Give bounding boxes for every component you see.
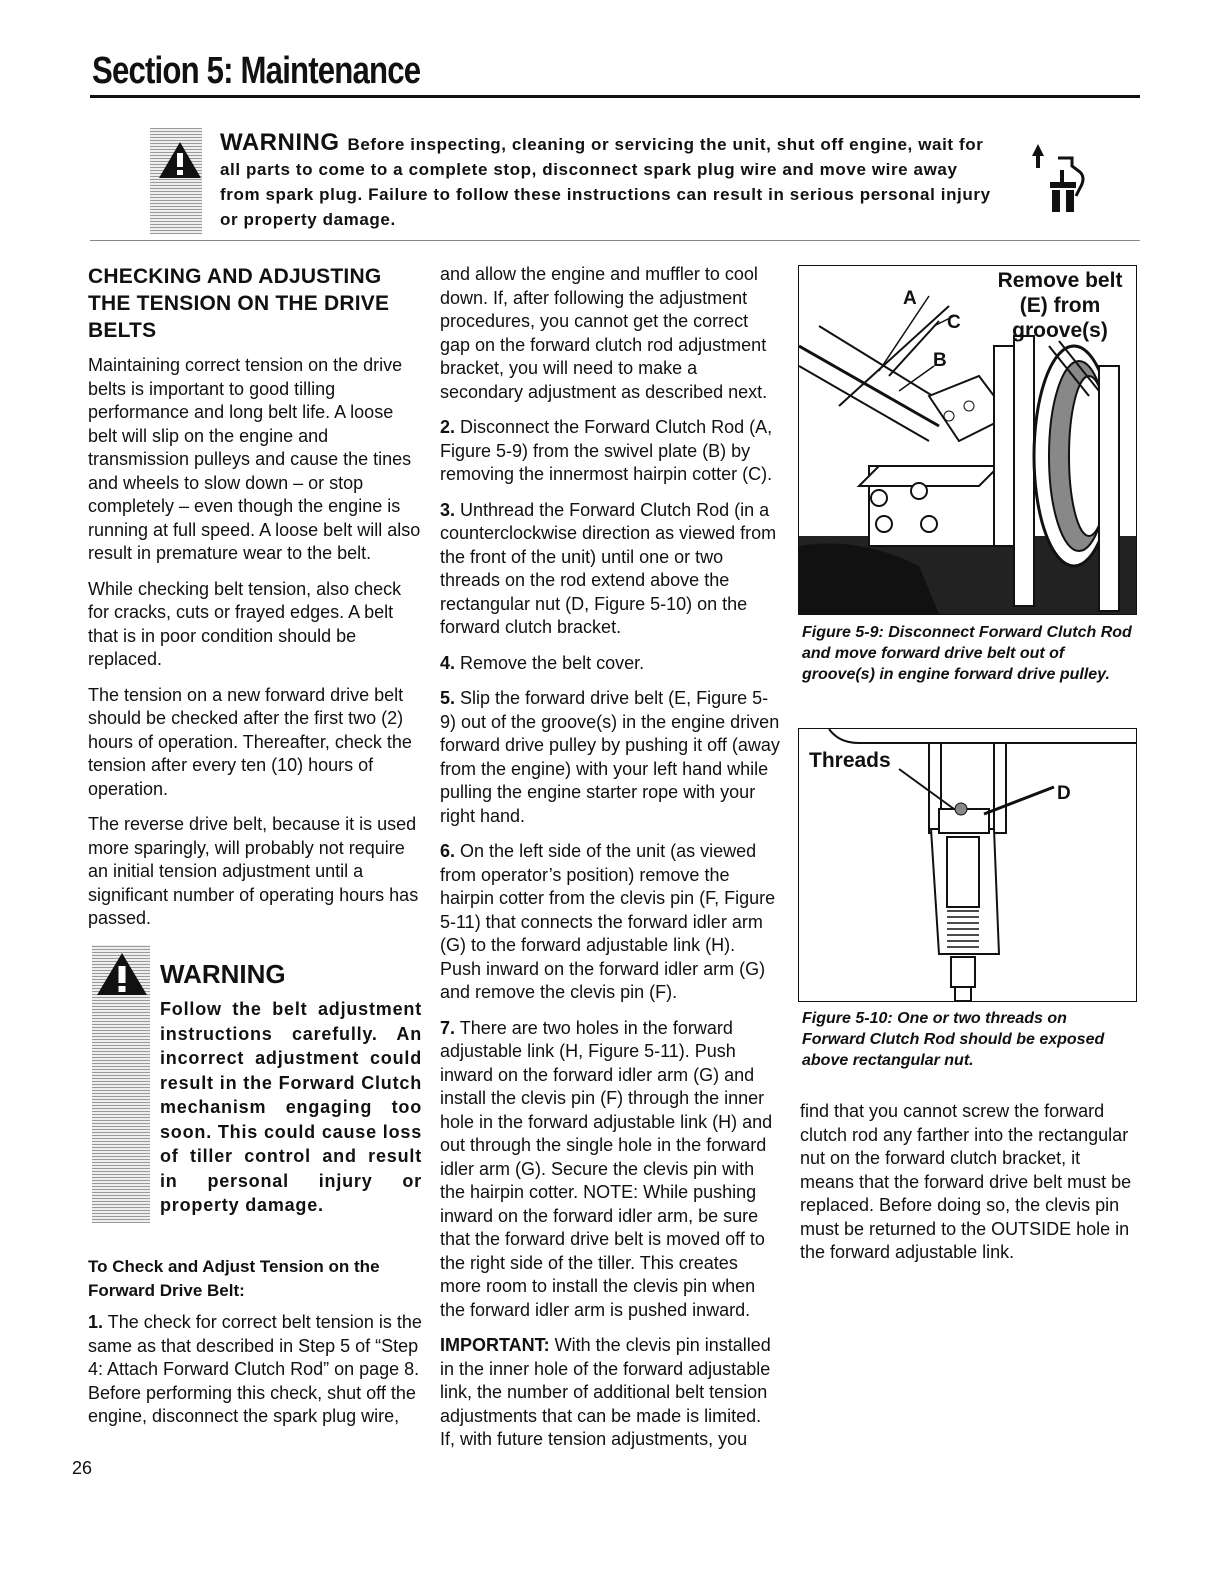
column-1 — [88, 263, 422, 943]
subheading: To Check and Adjust Tension on the Forward Drive Belt: — [88, 1257, 380, 1300]
label-c: C — [947, 312, 961, 333]
page-title: Section 5: Maintenance — [92, 50, 421, 92]
column-2 — [440, 263, 780, 1464]
paragraph: Maintaining correct tension on the drive belts is important to good tilling performance and long belt life. A loose belt will slip on the engine and transmission pulleys and cause the tines and wheels to slow down – or stop completely – even though the engine is running at full speed. A loose belt will also result in premature wear to the belt. — [88, 355, 421, 563]
warning-label: WARNING — [220, 129, 340, 156]
figure-callout: Remove belt (E) from groove(s) — [997, 269, 1123, 342]
page-number: 26 — [72, 1458, 93, 1478]
step-1: 1. The check for correct belt tension is the same as that described in Step 5 of “Step 4: Attach Forward Clutch Rod” on page 8. Before performing this check, shut off the engine, disconnect the spark plug wire, — [88, 1312, 422, 1426]
step-7: 7. There are two holes in the forward adjustable link (H, Figure 5-11). Push inward on the forward idler arm (G) and install the clevis pin (F) through the inner hole in the forward adjustable link (H) and out through the single hole in the forward idler arm (G). Secure the clevis pin with the hairpin cotter. NOTE: While pushing inward on the forward idler arm, be sure that the forward drive belt is moved off to the right side of the tiller. This creates more room to install the clevis pin when the forward idler arm is pushed inward. — [440, 1017, 773, 1320]
top-warning-text — [220, 130, 1000, 232]
paragraph: The tension on a new forward drive belt should be checked after the first two (2) hours of operation. Thereafter, check the tension after every ten (10) hours of operation. — [88, 684, 412, 799]
warning-triangle-icon — [158, 140, 202, 180]
step-6: 6. On the left side of the unit (as viewed from operator’s position) remove the hairpin cotter from the clevis pin (F, Figure 5-11) that connects the forward idler arm (G) to the forward adjustable link (H). Push inward on the forward idler arm (G) and remove the clevis pin (F). — [440, 841, 776, 1002]
label-b: B — [933, 350, 947, 371]
figure-5-9 — [798, 265, 1137, 615]
figure-5-9-caption: Figure 5-9: Disconnect Forward Clutch Rod and move forward drive belt out of groove(s) in engine forward drive pulley. — [802, 624, 1132, 683]
step-3: 3. Unthread the Forward Clutch Rod (in a counterclockwise direction as viewed from the front of the unit) until one or two threads on the rod extend above the rectangular nut (D, Figure 5-10) on the forward clutch bracket. — [440, 499, 777, 637]
paragraph: While checking belt tension, also check for cracks, cuts or frayed edges. A belt that is in poor condition should be replaced. — [88, 578, 402, 669]
warning-title: WARNING — [160, 959, 286, 989]
column-1-lower — [88, 1255, 422, 1441]
figure-5-10-caption: Figure 5-10: One or two threads on Forward Clutch Rod should be exposed above rectangular nut. — [802, 1010, 1105, 1069]
warning-body: Follow the belt adjustment instructions carefully. An incorrect adjustment could result in the Forward Clutch mechanism engaging too soon. This could cause loss of tiller control and result in personal injury or property damage. — [160, 999, 422, 1215]
paragraph: find that you cannot screw the forward clutch rod any farther into the rectangular nut on the forward clutch bracket, it means that the forward drive belt must be replaced. Before doing so, the clevis pin must be returned to the OUTSIDE hole in the forward adjustable link. — [800, 1101, 1132, 1262]
step-2: 2. Disconnect the Forward Clutch Rod (A, Figure 5-9) from the swivel plate (B) by removing the innermost hairpin cotter (C). — [440, 417, 773, 484]
paragraph: The reverse drive belt, because it is used more sparingly, will probably not require an initial tension adjustment until a significant number of operating hours has passed. — [88, 814, 419, 928]
step-5: 5. Slip the forward drive belt (E, Figure 5-9) out of the groove(s) in the engine driven forward drive pulley by pushing it off (away from the engine) with your left hand while pulling the engine starter rope with your right hand. — [440, 688, 780, 826]
separator-rule — [90, 240, 1140, 241]
label-threads: Threads — [809, 749, 891, 772]
label-d: D — [1057, 783, 1071, 804]
header-rule — [90, 95, 1140, 98]
spark-plug-disconnect-icon — [1028, 138, 1098, 216]
warning-body: Before inspecting, cleaning or servicing the unit, shut off engine, wait for all parts to come to a complete stop, disconnect spark plug wire and move wire away from spark plug. Failure to follow these instructions can result in serious personal injury or property damage. — [220, 135, 991, 229]
important-note: IMPORTANT: With the clevis pin installed in the inner hole of the forward adjustable link, the number of additional belt tension adjustments that can be made is limited. If, with future tension adjustments, you — [440, 1335, 771, 1449]
warning-triangle-icon — [96, 951, 148, 997]
label-a: A — [903, 288, 917, 309]
paragraph: and allow the engine and muffler to cool down. If, after following the adjustment procedures, you cannot get the correct gap on the forward clutch rod adjustment bracket, you will need to make a secondary adjustment as described next. — [440, 264, 768, 402]
column-3 — [800, 1100, 1136, 1277]
step-4: 4. Remove the belt cover. — [440, 652, 645, 673]
belt-warning-box — [92, 945, 422, 1225]
figure-5-10 — [798, 728, 1137, 1002]
section-heading: CHECKING AND ADJUSTING THE TENSION ON THE DRIVE BELTS — [88, 265, 390, 342]
top-warning-box — [150, 128, 1140, 238]
